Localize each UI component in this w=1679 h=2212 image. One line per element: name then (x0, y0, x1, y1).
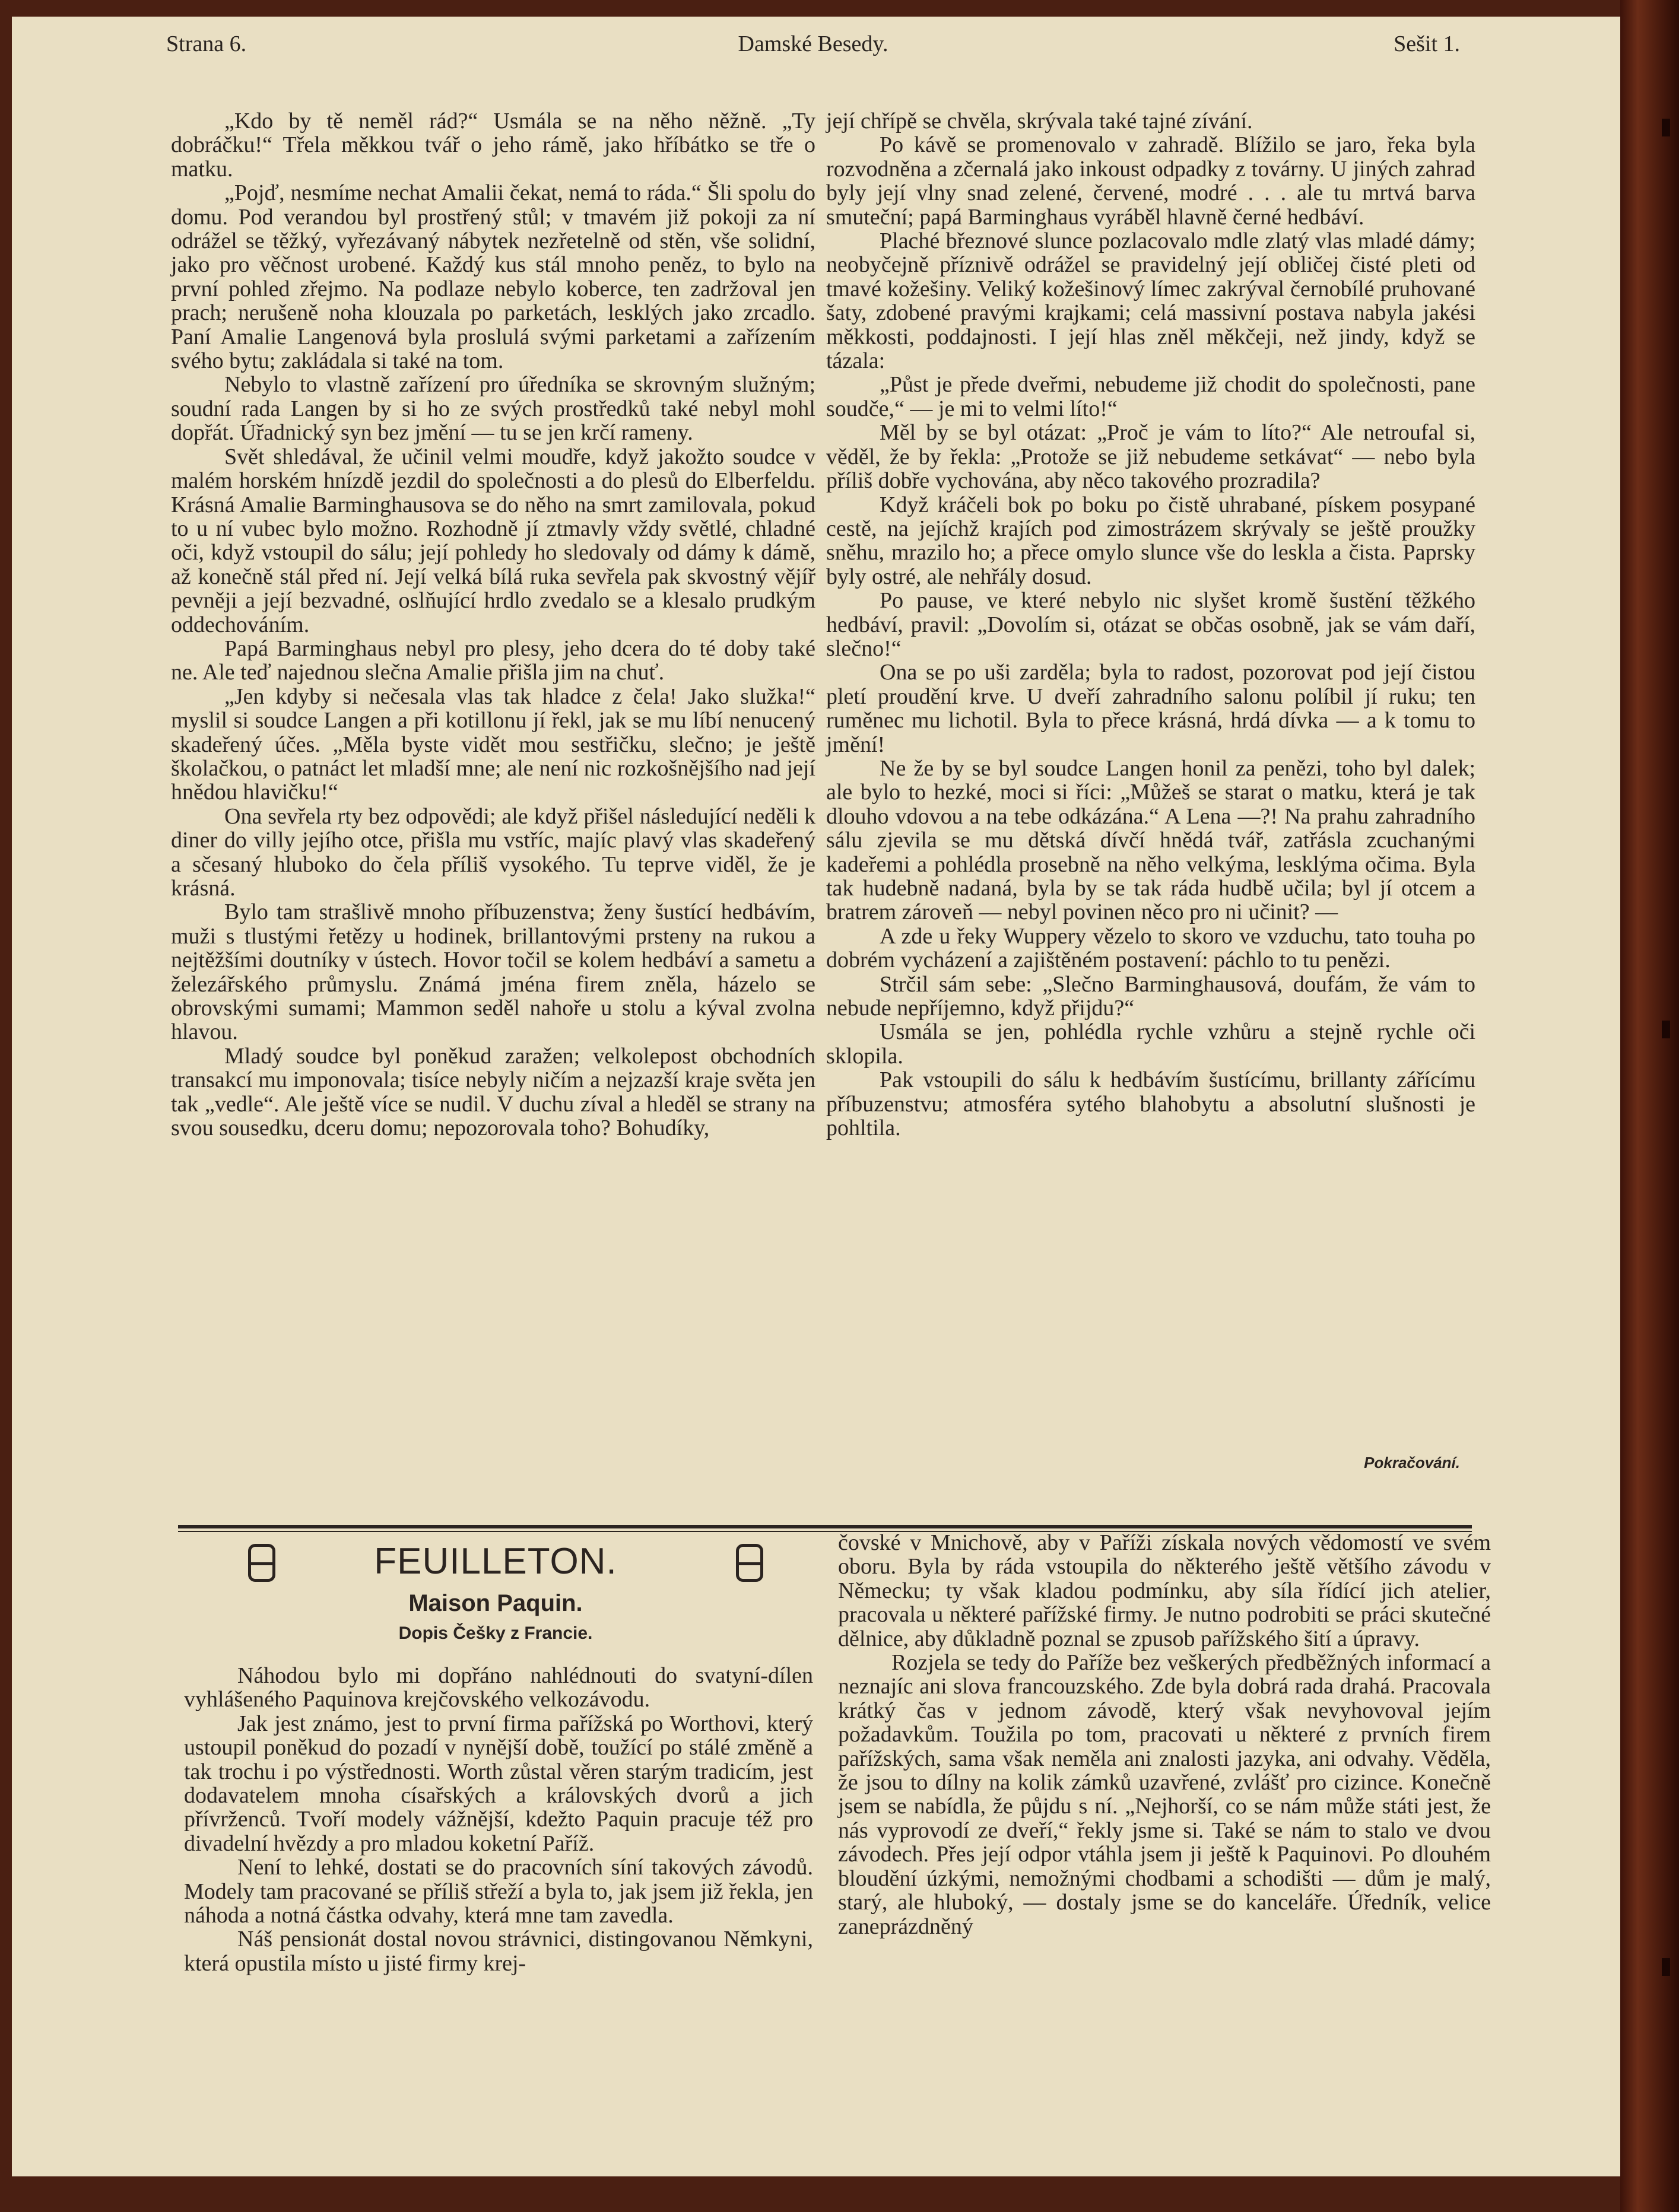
paragraph: Papá Barminghaus nebyl pro plesy, jeho dcera do té doby také ne. Ale teď najednou slečna Amalie přišla jim na chuť. (171, 635, 815, 685)
paragraph: Náhodou bylo mi dopřáno nahlédnouti do svatyní-dílen vyhlášeného Paquinova krejčovského velkozávodu. (184, 1663, 813, 1712)
paragraph: Plaché březnové slunce pozlacovalo mdle zlatý vlas mladé dámy; neobyčejně příznivě odrážel se pravidelný její obličej čisté pleti od tmavé kožešiny. Veliký kožešinový límec zakrýval černobílé pruhované šaty, zdobené pravými krajkami; celá massivní postava nabyla jakési měkkosti, poddajnosti. I její hlas zněl měkčeji, než jindy, když se tázala: (826, 228, 1475, 374)
paragraph: „Pojď, nesmíme nechat Amalii čekat, nemá to ráda.“ Šli spolu do domu. Pod verandou byl prostřený stůl; v tmavém již pokoji za ní odrážel se těžký, vyřezávaný nábytek nezřetelně od stěn, vše solidní, jako pro věčnost urobené. Každý kus stál mnoho peněz, to bylo na první pohled zřejmo. Na podlaze nebylo koberce, ten zadržoval jen prach; nerušeně noha klouzala po parketách, lesklých jako zrcadlo. Paní Amalie Langenová byla proslulá svými parketami a zařízením svého bytu; zakládala si také na tom. (171, 180, 815, 374)
paragraph: „Kdo by tě neměl rád?“ Usmála se na něho něžně. „Ty dobráčku!“ Třela měkkou tvář o jeho rámě, jako hříbátko se tře o matku. (171, 109, 815, 182)
ornament-icon (736, 1544, 763, 1582)
paragraph: Není to lehké, dostati se do pracovních síní takových závodů. Modely tam pracované se příliš střeží a byla to, jak jsem již řekla, jen náhoda a notná částka odvahy, která mne tam zavedla. (184, 1855, 813, 1928)
paragraph: Nebylo to vlastně zařízení pro úředníka se skrovným služným; soudní rada Langen by si ho ze svých prostředků také nebyl mohl dopřát. Úřadnický syn bez jmění — tu se jen krčí rameny. (171, 372, 815, 446)
paragraph: Po pause, ve které nebylo nic slyšet kromě šustění těžkého hedbáví, pravil: „Dovolím si, otázat se občas osobně, jak se vám daří, slečno!“ (826, 588, 1475, 661)
edge-mark (1662, 1021, 1670, 1038)
paragraph: Jak jest známo, jest to první firma pařížská po Worthovi, který ustoupil poněkud do pozadí v nynější době, toužící po stálé změně a tak trochu i po výstřednosti. Worth zůstal věren starým tradicím, jest dodavatelem mnoha císařských a královských dvorů a jich přívrženců. Tvoří modely vážnější, kdežto Paquin pracuje též pro divadelní hvězdy a pro mladou koketní Paříž. (184, 1711, 813, 1856)
feuilleton-column-left (184, 1664, 813, 2127)
page-edge (1620, 0, 1679, 2212)
paragraph: Svět shledával, že učinil velmi moudře, když jakožto soudce v malém horském hnízdě jezdil do společnosti a do plesů do Elberfeldu. Krásná Amalie Barminghausova se do něho na smrt zamilovala, pokud to u ní vubec bylo možno. Rozhodně jí ztmavly vždy světlé, chladné oči, když vstoupil do sálu; její pohledy ho sledovaly od dámy k dámě, až konečně stál před ní. Její velká bílá ruka sevřela pak skvostný vějíř pevněji a její bezvadné, oslňující hrdlo zvedalo se a klesalo prudkým oddechováním. (171, 444, 815, 637)
paragraph: Když kráčeli bok po boku po čistě uhrabané, pískem posypané cestě, na jejíchž krajích pod zimostrázem skrývaly se ještě proužky sněhu, mrazilo ho; a přece omylo slunce vše do leskla a čista. Paprsky byly ostré, ale nehřály dosud. (826, 492, 1475, 589)
feuilleton-heading: FEUILLETON. (374, 1541, 617, 1582)
publication-title: Damské Besedy. (738, 31, 888, 56)
paragraph: „Půst je přede dveřmi, nebudeme již chodit do společnosti, pane soudče,“ — je mi to velmi líto!“ (826, 372, 1475, 421)
paragraph: Náš pensionát dostal novou strávnici, distingovanou Němkyni, která opustila místo u jisté firmy krej- (184, 1927, 813, 1976)
paragraph: Ne že by se byl soudce Langen honil za penězi, toho byl dalek; ale bylo to hezké, moci si říci: „Můžeš se starat o matku, která je tak dlouho vdovou a na tebe odkázána.“ A Lena —?! Na prahu zahradního sálu zjevila se mu dětská dívčí hnědá tvář, zatřásla zcuchanými kadeřemi a pohlédla prosebně na něho velkýma, lesklýma očima. Byla tak hudebně nadaná, byla by se tak ráda hudbě učila; byl jí otcem a bratrem zároveň — nebyl povinen něco pro ni učinit? — (826, 755, 1475, 925)
page-number: Strana 6. (166, 31, 247, 56)
paragraph: Ona sevřela rty bez odpovědi; ale když přišel následující neděli k diner do villy jejího otce, přišla mu vstříc, majíc plavý vlas skadeřený a sčesaný hluboko do čela příliš vysokého. Tu teprve viděl, že je krásná. (171, 803, 815, 901)
running-head (166, 31, 1460, 72)
feuilleton-column-right (838, 1531, 1491, 2130)
paragraph: Po kávě se promenovalo v zahradě. Blížilo se jaro, řeka byla rozvodněna a zčernalá jako inkoust odpadky z továrny. U jiných zahrad byly její vlny snad zelené, červené, modré . . . ale tu mrtvá barva smuteční; papá Barminghaus vyráběl hlavně černé hedbáví. (826, 132, 1475, 230)
paragraph: Strčil sám sebe: „Slečno Barminghausová, doufám, že vám to nebude nepříjemno, když přijdu?“ (826, 971, 1475, 1021)
paragraph: A zde u řeky Wuppery vězelo to skoro ve vzduchu, tato touha po dobrém vycházení a zajištěném postavení: páchlo to tu penězi. (826, 923, 1475, 973)
feuilleton-header (178, 1536, 813, 1666)
paragraph: Mladý soudce byl poněkud zaražen; velkolepost obchodních transakcí mu imponovala; tisíce nebyly ničím a nejzazší kraje světa jen tak „vedle“. Ale ještě více se nudil. V duchu zíval a hleděl se strany na svou sousedku, dceru domu; nepozorovala toho? Bohudíky, (171, 1043, 815, 1141)
paragraph: „Jen kdyby si nečesala vlas tak hladce z čela! Jako služka!“ myslil si soudce Langen a při kotillonu jí řekl, jak se mu líbí nenucený skadeřený účes. „Měla byste vidět mou sestřičku, slečno; je ještě školačkou, o patnáct let mladší mne; ale není nic rozkošnějšího nad její hnědou hlavičku!“ (171, 684, 815, 805)
article-subtitle: Dopis Češky z Francie. (398, 1623, 593, 1643)
paragraph: její chřípě se chvěla, skrývala také tajné zívání. (826, 109, 1253, 134)
section-divider (178, 1525, 1472, 1528)
story-column-left (171, 109, 815, 1494)
paragraph: Měl by se byl otázat: „Proč je vám to líto?“ Ale netroufal si, věděl, že by řekla: „Protože se již nebudeme setkávat“ — nebo byla příliš dobře vychována, aby něco takového prozradila? (826, 420, 1475, 494)
paragraph: Rozjela se tedy do Paříže bez veškerých předběžných informací a neznajíc ani slova francouzského. Zde byla dobrá rada drahá. Pracovala krátký čas v jednom závodě, který však nevyhovoval jejím požadavkům. Toužila po tom, pracovati u některé z prvních firem pařížských, sama však neměla ani znalosti jazyka, ani odvahy. Věděla, že jsou to dílny na kolik zámků uzavřené, zvlášť pro cizince. Konečně jsem se nabídla, že půjdu s ní. „Nejhorší, co se nám může státi jest, že nás vyprovodí ze dveří,“ řekly jsme si. Také se nám to stalo ve dvou závodech. Přes její odpor vtáhla jsem ji ještě k Paquinovi. Po dlouhém bloudění úzkými, nemožnými chodbami a schodišti — dům je malý, starý, ale hluboký, — dostaly jsme se do kanceláře. Úředník, velice zaneprázdněný (838, 1650, 1491, 1939)
paragraph: Bylo tam strašlivě mnoho příbuzenstva; ženy šustící hedbávím, muži s tlustými řetězy u hodinek, brillantovými prsteny na rukou a nejtěžšími doutníky v ústech. Hovor točil se kolem hedbáví a sametu a železářského průmyslu. Známá jména firem zněla, házelo se obrovskými sumami; Mammon seděl nahoře u stolu a kýval zvolna hlavou. (171, 900, 815, 1045)
continued-note: Pokračování. (1364, 1454, 1460, 1472)
paragraph: Usmála se jen, pohlédla rychle vzhůru a stejně rychle oči sklopila. (826, 1019, 1475, 1069)
paragraph: čovské v Mnichově, aby v Paříži získala nových vědomostí ve svém oboru. Byla by ráda vstoupila do některého ještě většího závodu v Německu; ty však kladou podmínku, aby síla řídící jich atelier, pracovala u některé pařížské firmy. Je nutno podrobiti se práci skutečné dělnice, aby důkladně poznal se zpusob pařížského šití a úpravy. (838, 1530, 1491, 1651)
article-title: Maison Paquin. (408, 1590, 583, 1616)
edge-mark (1662, 119, 1670, 136)
paragraph: Pak vstoupili do sálu k hedbávím šustícímu, brillanty zářícímu příbuzenstvu; atmosféra sytého blahobytu a absolutní slušnosti je pohltila. (826, 1067, 1475, 1141)
story-column-right (826, 109, 1475, 1426)
paragraph: Ona se po uši zarděla; byla to radost, pozorovat pod její čistou pletí proudění krve. U dveří zahradního salonu políbil jí ruku; ten ruměnec mu lichotil. Byla to přece krásná, hrdá dívka — a k tomu to jmění! (826, 660, 1475, 757)
edge-mark (1662, 1958, 1670, 1976)
issue-number: Sešit 1. (1394, 31, 1460, 56)
